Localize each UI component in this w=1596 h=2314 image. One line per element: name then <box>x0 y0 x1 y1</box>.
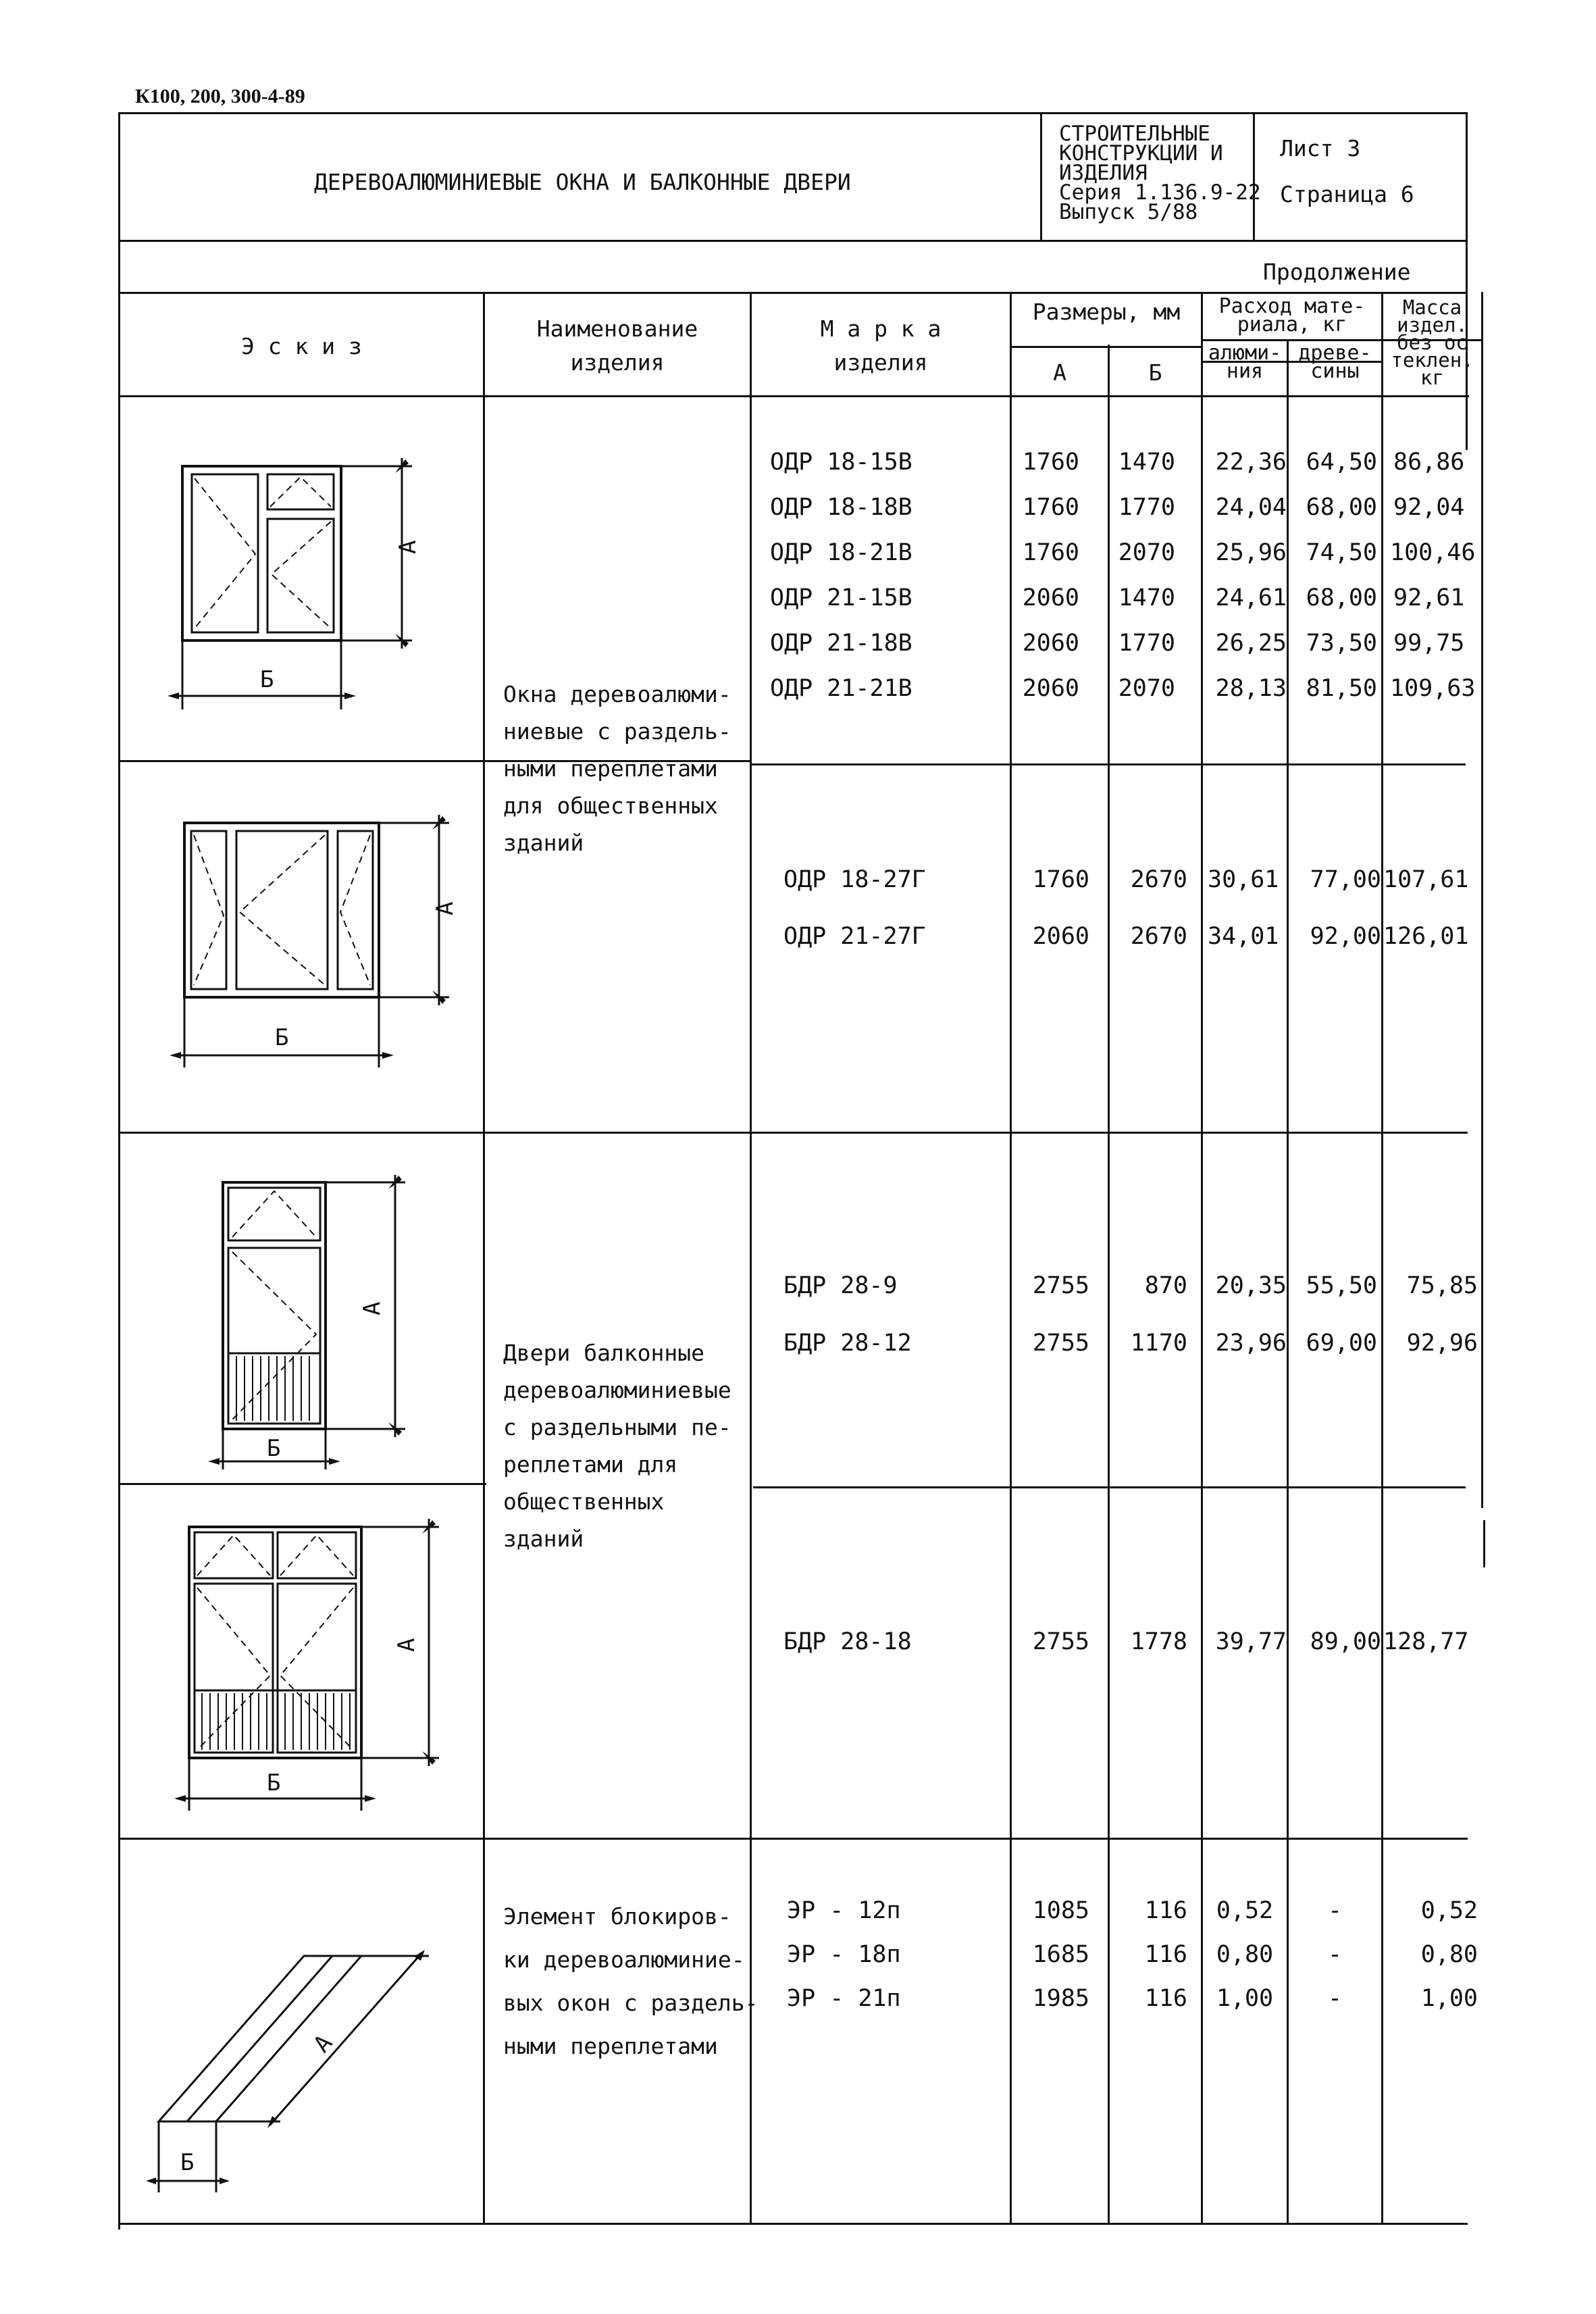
dimension-label-a: А <box>432 901 459 915</box>
size-a-cell: 1760 <box>1032 866 1089 893</box>
header-line: изделия <box>570 349 665 376</box>
name-line: ными переплетами <box>503 2033 718 2059</box>
aluminium-cell: 0,80 <box>1216 1941 1274 1968</box>
mark-cell: ОДР 21-27Г <box>783 923 926 950</box>
wood-cell: 69,00 <box>1306 1330 1377 1357</box>
door-sketch-single <box>203 1172 419 1483</box>
size-b-cell: 2670 <box>1130 866 1187 893</box>
header-line: изделия <box>833 349 928 376</box>
wood-cell: 55,50 <box>1306 1272 1377 1299</box>
header-line: издел. <box>1397 313 1468 336</box>
column-header-mass <box>1383 299 1481 395</box>
size-a-cell: 1760 <box>1022 449 1079 476</box>
name-line: деревоалюминиевые <box>503 1377 731 1403</box>
dimension-label-b: Б <box>267 1769 281 1796</box>
mass-cell: 100,46 <box>1390 539 1476 566</box>
aluminium-cell: 1,00 <box>1216 1985 1274 2012</box>
size-a-cell: 1985 <box>1032 1985 1089 2012</box>
name-line: ными переплетами <box>503 755 718 782</box>
size-a-cell: 2060 <box>1022 675 1079 702</box>
name-line: зданий <box>503 830 584 856</box>
header-line: без ос <box>1397 331 1468 354</box>
mass-cell: 86,86 <box>1393 449 1465 476</box>
wood-cell: 81,50 <box>1306 675 1377 702</box>
size-a-cell: 1685 <box>1032 1941 1089 1968</box>
mass-cell: 0,52 <box>1420 1897 1478 1924</box>
wood-cell: 68,00 <box>1306 584 1377 611</box>
header-line: кг <box>1420 366 1444 389</box>
name-line: ниевые с раздель- <box>503 718 731 745</box>
series-block <box>1059 124 1261 222</box>
window-sketch-27 <box>165 804 463 1088</box>
size-a-cell: 2060 <box>1032 923 1089 950</box>
mark-cell: ЭР - 18п <box>787 1941 901 1968</box>
mass-cell: 99,75 <box>1393 630 1465 657</box>
wood-cell: - <box>1327 1941 1343 1968</box>
series-line: Выпуск 5/88 <box>1059 200 1198 224</box>
column-header-size-a: А <box>1053 359 1066 386</box>
size-b-cell: 2670 <box>1130 923 1187 950</box>
column-header-wood <box>1289 341 1381 383</box>
sheet-number: Лист 3 <box>1280 135 1361 161</box>
size-a-cell: 2755 <box>1032 1272 1089 1299</box>
mass-cell: 126,01 <box>1383 923 1469 950</box>
mass-cell: 107,61 <box>1383 866 1469 893</box>
dimension-label-a: А <box>359 1301 386 1315</box>
mark-cell: ОДР 18-15В <box>770 449 912 476</box>
mark-cell: БДР 28-12 <box>783 1330 912 1357</box>
size-a-cell: 1760 <box>1022 539 1079 566</box>
name-line: вых окон с раздель- <box>503 1990 758 2016</box>
header-line: Расход мате- <box>1218 295 1366 318</box>
dimension-label-a: А <box>393 1638 420 1652</box>
column-header-material <box>1203 297 1381 334</box>
name-line: общественных <box>503 1488 665 1515</box>
mass-cell: 75,85 <box>1406 1272 1478 1299</box>
header-line: Наименование <box>536 316 698 342</box>
name-line: Окна деревоалюми- <box>503 681 731 707</box>
aluminium-cell: 28,13 <box>1215 675 1287 702</box>
mark-cell: ОДР 21-15В <box>770 584 912 611</box>
size-b-cell: 1770 <box>1118 494 1175 521</box>
document-code: К100, 200, 300-4-89 <box>135 85 305 107</box>
name-line: для общественных <box>503 793 718 819</box>
dimension-label-b: Б <box>260 666 274 693</box>
header-line: древе- <box>1298 341 1372 365</box>
aluminium-cell: 26,25 <box>1215 630 1287 657</box>
mass-cell: 92,04 <box>1393 494 1465 521</box>
column-header-name <box>485 312 750 380</box>
mass-cell: 0,80 <box>1420 1941 1478 1968</box>
mark-cell: БДР 28-18 <box>783 1628 912 1655</box>
size-a-cell: 1085 <box>1032 1897 1089 1924</box>
mass-cell: 92,96 <box>1406 1330 1478 1357</box>
continuation-label: Продолжение <box>1263 259 1411 285</box>
mark-cell: ОДР 18-27Г <box>783 866 926 893</box>
wood-cell: - <box>1327 1985 1343 2012</box>
mark-cell: ЭР - 12п <box>787 1897 901 1924</box>
wood-cell: 77,00 <box>1310 866 1381 893</box>
size-b-cell: 1770 <box>1118 630 1175 657</box>
aluminium-cell: 34,01 <box>1208 923 1279 950</box>
mark-cell: ОДР 18-21В <box>770 539 912 566</box>
column-header-aluminium <box>1203 341 1287 383</box>
column-header-size-b: Б <box>1148 359 1162 386</box>
dimension-label-a: А <box>308 2030 338 2058</box>
dimension-label-b: Б <box>267 1435 281 1462</box>
wood-cell: 73,50 <box>1306 630 1377 657</box>
name-line: зданий <box>503 1526 584 1552</box>
door-sketch-double <box>172 1513 456 1824</box>
series-line: СТРОИТЕЛЬНЫЕ <box>1059 122 1210 146</box>
wood-cell: 74,50 <box>1306 539 1377 566</box>
size-a-cell: 2755 <box>1032 1330 1089 1357</box>
size-b-cell: 1470 <box>1118 584 1175 611</box>
aluminium-cell: 23,96 <box>1215 1330 1287 1357</box>
name-line: с раздельными пе- <box>503 1414 731 1440</box>
mass-cell: 109,63 <box>1390 675 1476 702</box>
header-line: теклен. <box>1391 349 1474 372</box>
page-number: Страница 6 <box>1280 181 1414 207</box>
size-a-cell: 1760 <box>1022 494 1079 521</box>
size-b-cell: 1470 <box>1118 449 1175 476</box>
series-line: Серия 1.136.9-22 <box>1059 180 1261 205</box>
wood-cell: 64,50 <box>1306 449 1377 476</box>
size-b-cell: 116 <box>1144 1941 1187 1968</box>
name-line: Элемент блокиров- <box>503 1903 731 1930</box>
aluminium-cell: 22,36 <box>1215 449 1287 476</box>
series-line: ИЗДЕЛИЯ <box>1059 161 1148 185</box>
size-b-cell: 1778 <box>1130 1628 1187 1655</box>
product-name-blocking-element <box>503 1895 758 2068</box>
size-b-cell: 1170 <box>1130 1330 1187 1357</box>
mark-cell: ОДР 18-18В <box>770 494 912 521</box>
wood-cell: - <box>1327 1897 1343 1924</box>
dimension-label-b: Б <box>180 2149 195 2176</box>
size-a-cell: 2060 <box>1022 630 1079 657</box>
mass-cell: 92,61 <box>1393 584 1465 611</box>
header-line: М а р к а <box>820 316 942 342</box>
aluminium-cell: 30,61 <box>1208 866 1279 893</box>
name-line: реплетами для <box>503 1451 678 1478</box>
product-name-windows <box>503 676 731 861</box>
size-a-cell: 2060 <box>1022 584 1079 611</box>
mass-cell: 128,77 <box>1383 1628 1469 1655</box>
dimension-label-a: А <box>394 540 421 554</box>
size-b-cell: 2070 <box>1118 539 1175 566</box>
name-line: Двери балконные <box>503 1340 705 1366</box>
wood-cell: 89,00 <box>1310 1628 1381 1655</box>
window-sketch-15 <box>162 446 446 730</box>
size-b-cell: 116 <box>1144 1985 1187 2012</box>
blocking-element-sketch <box>145 1926 469 2209</box>
size-b-cell: 116 <box>1144 1897 1187 1924</box>
mark-cell: БДР 28-9 <box>783 1272 898 1299</box>
mark-cell: ЭР - 21п <box>787 1985 901 2012</box>
aluminium-cell: 24,61 <box>1215 584 1287 611</box>
aluminium-cell: 0,52 <box>1216 1897 1274 1924</box>
header-line: риала, кг <box>1237 313 1347 336</box>
size-a-cell: 2755 <box>1032 1628 1089 1655</box>
column-header-sizes: Размеры, мм <box>1032 299 1181 325</box>
series-line: КОНСТРУКЦИИ И <box>1059 141 1223 166</box>
header-line: Масса <box>1402 299 1462 319</box>
header-line: алюми- <box>1208 341 1282 365</box>
aluminium-cell: 39,77 <box>1215 1628 1287 1655</box>
name-line: ки деревоалюминие- <box>503 1946 745 1973</box>
size-b-cell: 2070 <box>1118 675 1175 702</box>
header-line: ния <box>1226 359 1264 383</box>
aluminium-cell: 20,35 <box>1215 1272 1287 1299</box>
wood-cell: 68,00 <box>1306 494 1377 521</box>
column-header-mark <box>752 312 1010 380</box>
dimension-label-b: Б <box>275 1024 289 1051</box>
wood-cell: 92,00 <box>1310 923 1381 950</box>
aluminium-cell: 24,04 <box>1215 494 1287 521</box>
document-title: ДЕРЕВОАЛЮМИНИЕВЫЕ ОКНА И БАЛКОННЫЕ ДВЕРИ <box>314 169 851 195</box>
column-header-sketch: Э с к и з <box>241 333 362 359</box>
aluminium-cell: 25,96 <box>1215 539 1287 566</box>
mark-cell: ОДР 21-18В <box>770 630 912 657</box>
size-b-cell: 870 <box>1144 1272 1187 1299</box>
product-name-balcony-doors <box>503 1334 731 1557</box>
mass-cell: 1,00 <box>1420 1985 1478 2012</box>
mark-cell: ОДР 21-21В <box>770 675 912 702</box>
header-line: сины <box>1310 359 1360 383</box>
